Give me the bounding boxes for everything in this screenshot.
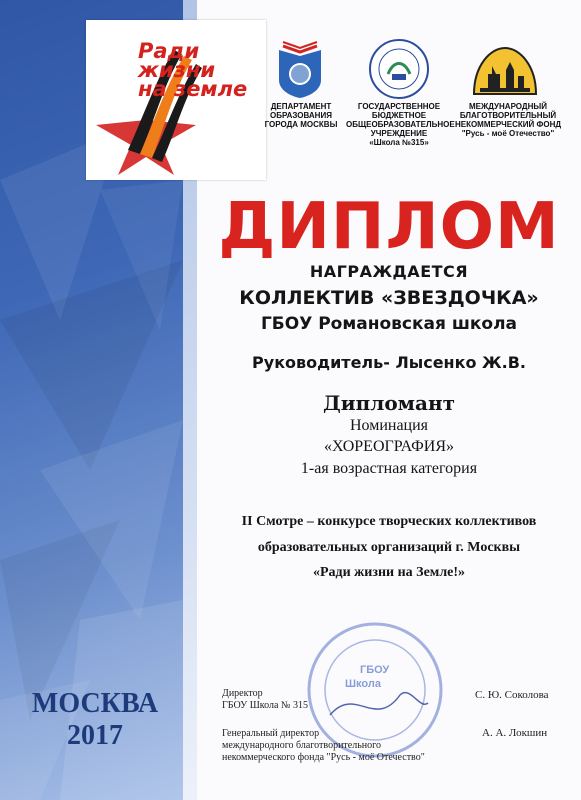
age-category: 1-ая возрастная категория: [300, 460, 478, 477]
director-role-line-1: Директор: [222, 688, 263, 699]
diploma-title: ДИПЛОМ: [218, 190, 560, 264]
partner-3-line-4: "Русь - моё Отечество": [461, 129, 555, 138]
stamp-text-2: Школа: [345, 678, 381, 690]
school-seal-icon: [368, 38, 430, 100]
partner-2-line-1: ГОСУДАРСТВЕННОЕ: [357, 102, 441, 111]
logo-line-3: на земле: [138, 77, 248, 101]
partner-department: [258, 102, 344, 129]
signature-fund-name: А. А. Локшин: [482, 727, 548, 739]
partner-2-line-3: ОБЩЕОБРАЗОВАТЕЛЬНОЕ: [346, 120, 455, 129]
event-logo: [86, 20, 266, 180]
rus-fund-emblem-icon: [470, 44, 540, 98]
nomination-label: Номинация: [349, 417, 429, 434]
collective-name: КОЛЛЕКТИВ «ЗВЕЗДОЧКА»: [239, 287, 539, 309]
contest-line-3: «Ради жизни на Земле!»: [312, 565, 466, 580]
leader-line: Руководитель- Лысенко Ж.В.: [252, 353, 526, 372]
stamp-text-1: ГБОУ: [360, 664, 390, 676]
director-role-line-2: ГБОУ Школа № 315: [222, 700, 308, 711]
partner-3-line-3: НЕКОММЕРЧЕСКИЙ ФОНД: [454, 120, 562, 129]
partner-2-line-2: БЮДЖЕТНОЕ: [371, 111, 427, 120]
partner-2-line-4: УЧРЕЖДЕНИЕ: [370, 129, 428, 138]
city-name: МОСКВА: [31, 688, 159, 719]
partner-fund: [452, 102, 564, 138]
award-rank: Дипломант: [322, 391, 456, 415]
partner-school: [346, 102, 455, 147]
event-logo-text: [138, 39, 258, 101]
partner-1-line-1: ДЕПАРТАМЕНТ: [270, 102, 332, 111]
contest-line-1: II Смотре – конкурсе творческих коллективов: [241, 514, 537, 529]
logo-line-1: Ради: [138, 39, 200, 63]
fund-role-line-1: Генеральный директор: [222, 728, 320, 739]
logo-line-2: жизни: [138, 58, 216, 82]
globe-book-emblem-icon: [275, 40, 325, 98]
partner-1-line-3: ГОРОДА МОСКВЫ: [264, 120, 338, 129]
awarded-label: НАГРАЖДАЕТСЯ: [309, 262, 469, 281]
contest-line-2: образовательных организаций г. Москвы: [257, 540, 521, 555]
partner-1-line-2: ОБРАЗОВАНИЯ: [270, 111, 332, 120]
fund-role-line-3: некоммерческого фонда "Русь - моё Отечество": [222, 752, 425, 763]
city-year: [30, 688, 160, 752]
fund-role-line-2: международного благотворительного: [222, 740, 381, 751]
school-name: ГБОУ Романовская школа: [260, 314, 518, 334]
partner-2-line-5: «Школа №315»: [369, 138, 429, 147]
year: 2017: [67, 720, 123, 751]
partner-3-line-1: МЕЖДУНАРОДНЫЙ: [469, 102, 547, 111]
signature-director-name: С. Ю. Соколова: [475, 689, 549, 701]
signature-director-role: [222, 688, 308, 712]
signature-fund-role: [222, 728, 425, 764]
partner-3-line-2: БЛАГОТВОРИТЕЛЬНЫЙ: [459, 111, 557, 120]
nomination-value: «ХОРЕОГРАФИЯ»: [323, 438, 455, 455]
